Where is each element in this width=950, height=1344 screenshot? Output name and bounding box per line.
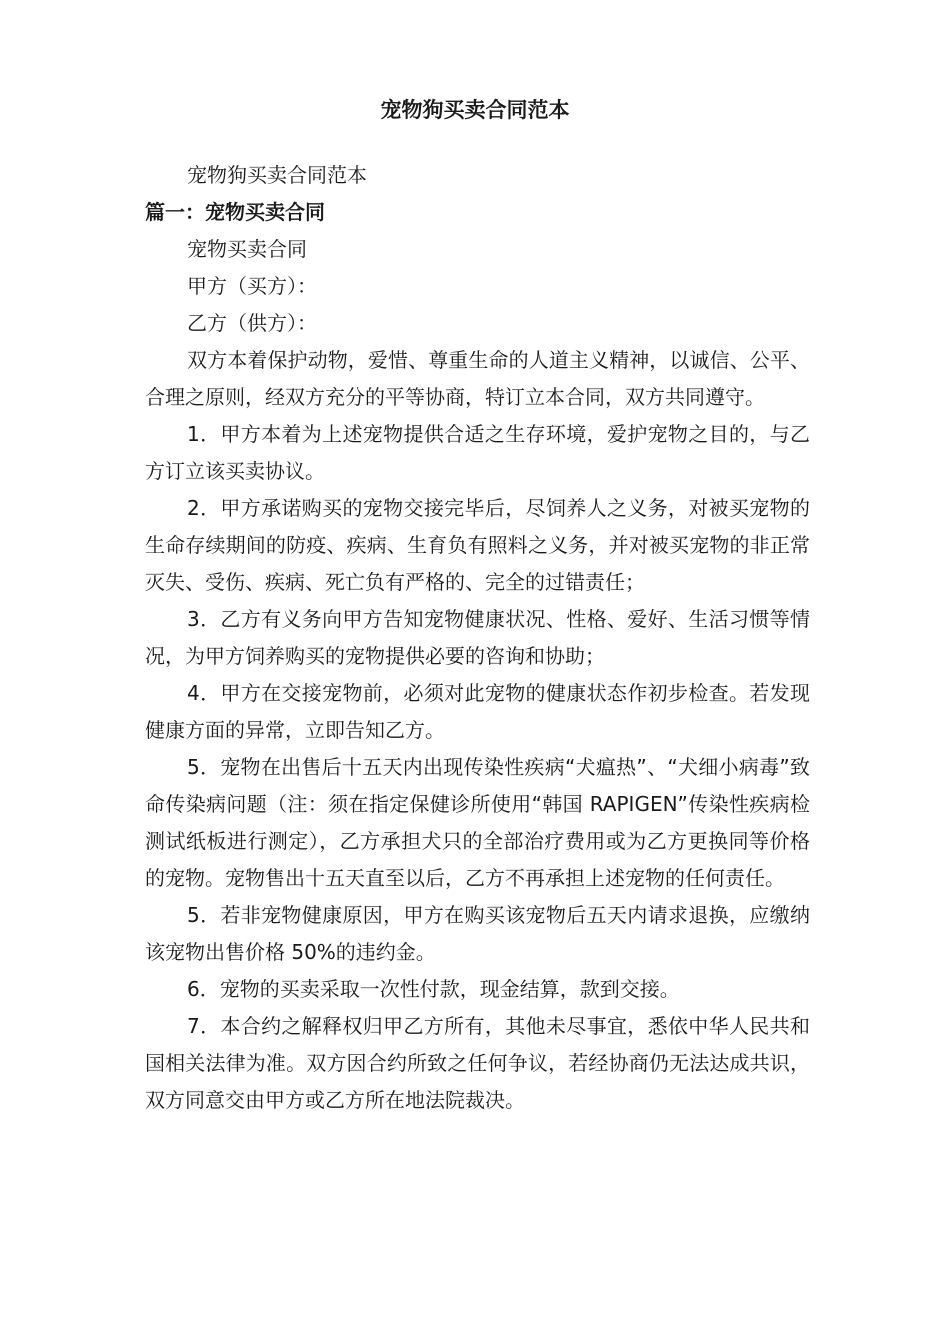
clause-2: 2．甲方承诺购买的宠物交接完毕后，尽饲养人之义务，对被买宠物的生命存续期间的防疫、疾病、生育负有照料之义务，并对被买宠物的非正常灭失、受伤、疾病、死亡负有严格的、完全的过错责任； [145, 496, 810, 594]
party-b-line: 乙方（供方）： [187, 311, 317, 335]
clause-4: 4．甲方在交接宠物前，必须对此宠物的健康状态作初步检查。若发现健康方面的异常，立即告知乙方。 [145, 681, 810, 742]
preamble-paragraph: 双方本着保护动物，爱惜、尊重生命的人道主义精神，以诚信、公平、合理之原则，经双方充分的平等协商，特订立本合同，双方共同遵守。 [145, 348, 810, 409]
document-body [145, 157, 810, 1119]
party-a-line: 甲方（买方）： [187, 274, 317, 298]
clause-7: 7．本合约之解释权归甲乙方所有，其他未尽事宜，悉依中华人民共和国相关法律为准。双方因合约所致之任何争议，若经协商仍无法达成共识，双方同意交由甲方或乙方所在地法院裁决。 [145, 1014, 810, 1112]
document-title: 宠物狗买卖合同范本 [380, 98, 570, 122]
clause-5b: 5．若非宠物健康原因，甲方在购买该宠物后五天内请求退换，应缴纳该宠物出售价格 50%的违约金。 [145, 903, 810, 964]
contract-name: 宠物买卖合同 [187, 237, 307, 261]
clause-6: 6．宠物的买卖采取一次性付款，现金结算，款到交接。 [187, 977, 680, 1001]
clause-5a: 5．宠物在出售后十五天内出现传染性疾病“犬瘟热”、“犬细小病毒”致命传染病问题（注：须在指定保健诊所使用“韩国 RAPIGEN”传染性疾病检测试纸板进行测定），乙方承担犬只的全部治疗费用或为乙方更换同等价格的宠物。宠物售出十五天直至以后，乙方不再承担上述宠物的任何责任。 [145, 755, 810, 890]
document-subtitle: 宠物狗买卖合同范本 [187, 163, 367, 187]
clause-1: 1．甲方本着为上述宠物提供合适之生存环境，爱护宠物之目的，与乙方订立该买卖协议。 [145, 422, 810, 483]
clause-3: 3．乙方有义务向甲方告知宠物健康状况、性格、爱好、生活习惯等情况，为甲方饲养购买的宠物提供必要的咨询和协助； [145, 607, 810, 668]
section-heading: 篇一：宠物买卖合同 [145, 200, 325, 224]
